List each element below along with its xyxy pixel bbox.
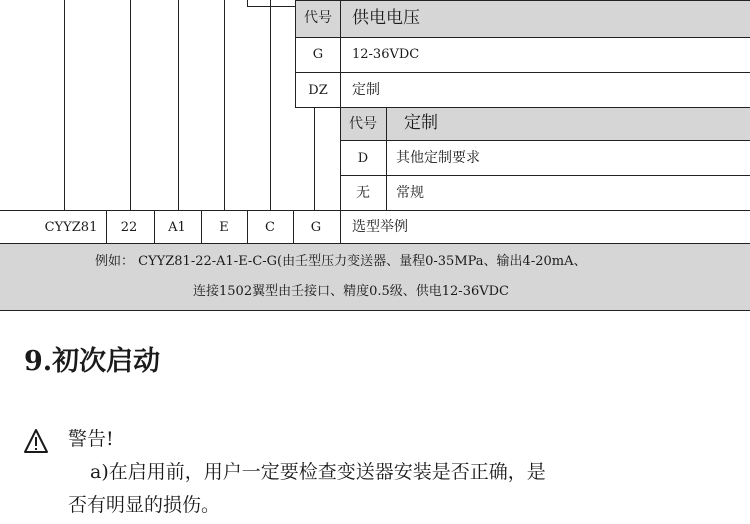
example-row-top (0, 210, 750, 211)
example-row-bottom (0, 243, 750, 244)
custom-row-desc: 其他定制要求 (396, 150, 480, 166)
tree-step-2 (270, 0, 271, 10)
example-cell-divider (154, 210, 155, 243)
voltage-row-desc: 12-36VDC (352, 47, 420, 62)
example-cell-output: A1 (168, 220, 186, 235)
tree-line-2 (130, 0, 131, 210)
custom-header-bg (340, 107, 750, 140)
example-cell-range: 22 (120, 220, 138, 235)
section-title: 9.初次启动 (24, 346, 161, 377)
warning-text-line-2: 否有明显的损伤。 (68, 494, 221, 516)
voltage-row-desc: 定制 (352, 82, 380, 98)
example-note-bottom (0, 310, 750, 311)
tree-step-1h (247, 6, 295, 7)
custom-row-line-1 (340, 140, 750, 141)
tree-line-6 (314, 107, 315, 210)
voltage-left-border (295, 0, 296, 107)
voltage-row-line-1 (295, 37, 750, 38)
voltage-row-code: G (312, 47, 324, 62)
example-cell-divider (293, 210, 294, 243)
tree-line-1 (64, 0, 65, 210)
tree-line-5 (270, 0, 271, 210)
tree-line-4 (224, 0, 225, 210)
example-cell-voltage: G (310, 220, 322, 235)
custom-row-code: 无 (356, 185, 370, 201)
custom-col-divider (386, 107, 387, 210)
voltage-header-code: 代号 (304, 10, 332, 26)
example-cell-divider (340, 210, 341, 243)
custom-header-title: 定制 (404, 113, 438, 133)
custom-row-desc: 常规 (396, 185, 424, 201)
custom-row-line-2 (340, 175, 750, 176)
warning-label: 警告! (68, 428, 114, 450)
example-cell-divider (106, 210, 107, 243)
voltage-row-code: DZ (308, 83, 328, 98)
tree-line-3 (178, 0, 179, 210)
voltage-header-title: 供电电压 (352, 8, 420, 28)
example-cell-divider (201, 210, 202, 243)
example-cell-connection: E (219, 220, 229, 235)
custom-header-code: 代号 (349, 116, 377, 132)
custom-row-code: D (357, 151, 369, 166)
warning-text-line-1: a)在启用前，用户一定要检查变送器安装是否正确，是 (90, 461, 546, 483)
example-note-line-1: 例如： CYYZ81-22-A1-E-C-G(由壬型压力变送器、量程0-35MPa、输出4-20mA、 (95, 254, 587, 269)
example-cell-model: CYYZ81 (44, 220, 98, 235)
example-cell-divider (247, 210, 248, 243)
example-cell-accuracy: C (265, 220, 275, 235)
example-note-line-2: 连接1502翼型由壬接口、精度0.5级、供电12-36VDC (193, 284, 509, 299)
voltage-col-divider (340, 0, 341, 107)
custom-left-border (340, 107, 341, 210)
example-row-label: 选型举例 (352, 219, 408, 235)
voltage-top-border (295, 0, 750, 1)
warning-triangle-icon (24, 428, 62, 454)
voltage-row-line-3 (295, 107, 750, 108)
voltage-row-line-2 (295, 72, 750, 73)
